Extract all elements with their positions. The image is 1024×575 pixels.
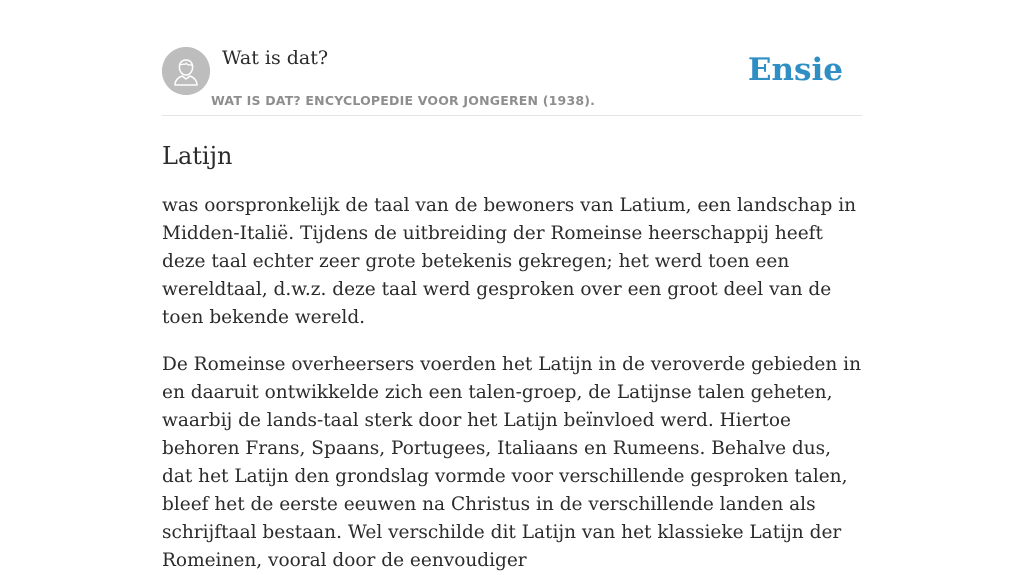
content-container (162, 0, 862, 575)
entry-paragraph: was oorspronkelijk de taal van de bewoners van Latium, een landschap in Midden-Italië. Tijdens de uitbreiding der Romeinse heerschappij heeft deze taal echter zeer grote betekenis gekregen; het werd toen een wereldtaal, d.w.z. deze taal werd gesproken over een groot deel van de toen bekende wereld. (162, 195, 857, 328)
entry-paragraph: De Romeinse overheersers voerden het Latijn in de veroverde gebieden in en daaruit ontwikkelde zich een talen-groep, de Latijnse talen geheten, waarbij de lands-taal sterk door het Latijn beïnvloed werd. Hiertoe behoren Frans, Spaans, Portugees, Italiaans en Rumeens. Behalve dus, dat het Latijn den grondslag vormde voor verschillende gesproken talen, bleef het de eerste eeuwen na Christus in de verschillende landen als schrijftaal bestaan. Wel verschilde dit Latijn van het klassieke Latijn der Romeinen, vooral door de eenvoudiger (162, 354, 862, 571)
avatar[interactable] (162, 47, 210, 95)
user-icon (162, 47, 210, 95)
ensie-logo[interactable]: Ensie (747, 52, 843, 88)
source-subtitle: WAT IS DAT? ENCYCLOPEDIE VOOR JONGEREN (1938). (211, 93, 596, 108)
entry-body (162, 192, 862, 575)
source-title-link[interactable]: Wat is dat? (222, 47, 329, 69)
source-header (162, 0, 862, 116)
entry-title: Latijn (162, 142, 233, 170)
